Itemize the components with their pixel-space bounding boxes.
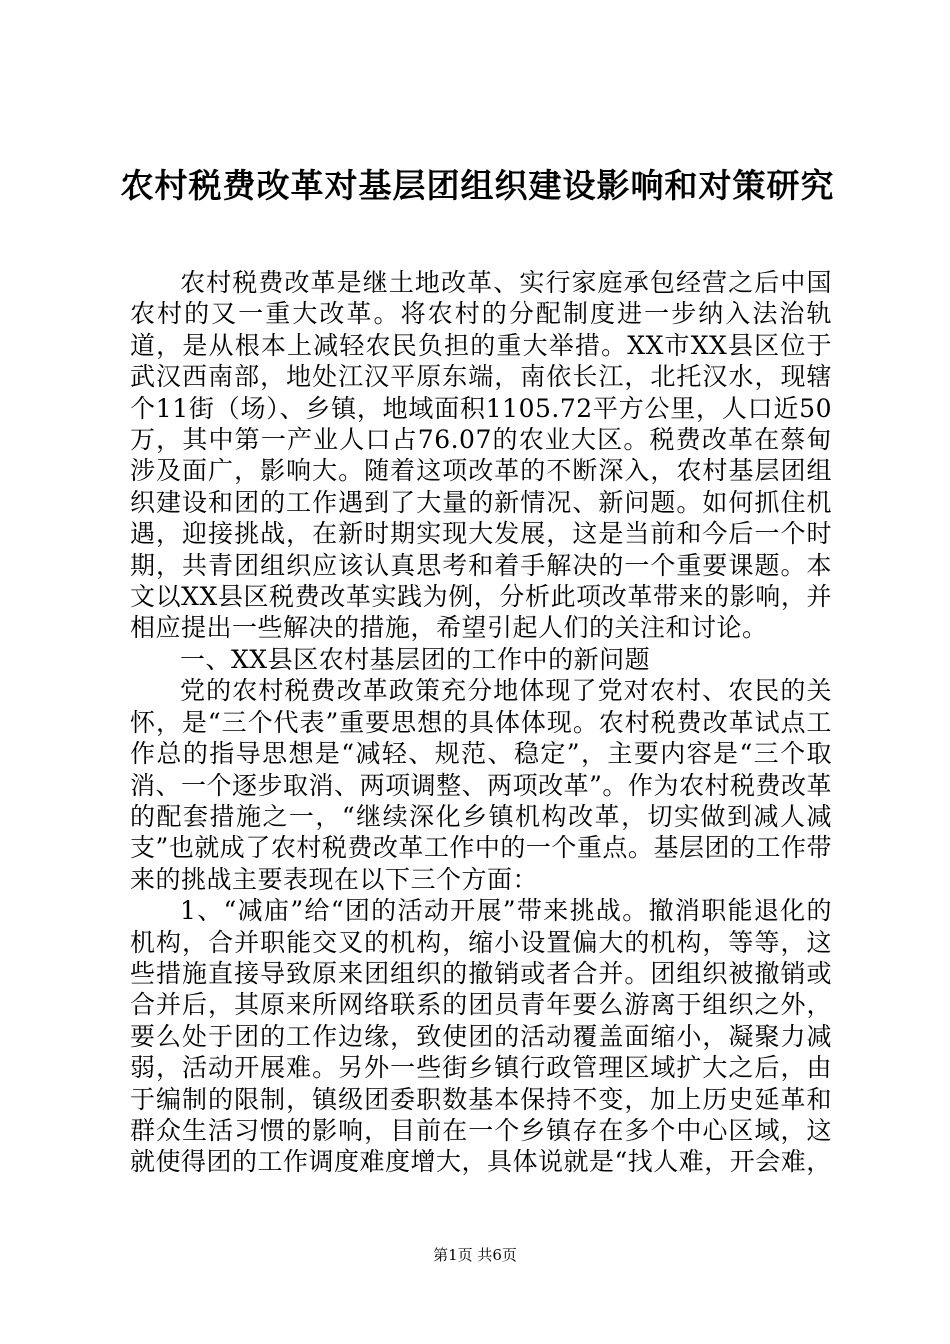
- section-heading-1: 一、XX县区农村基层团的工作中的新问题: [180, 644, 651, 674]
- document-title: 农村税费改革对基层团组织建设影响和对策研究: [120, 166, 835, 205]
- paragraph-policy: 党的农村税费改革政策充分地体现了党对农村、农民的关怀，是“三个代表”重要思想的具体体现。农村税费改革试点工作总的指导思想是“减轻、规范、稳定”，主要内容是“三个取消、一个逐步取消、两项调整、两项改革”。作为农村税费改革的配套措施之一，“继续深化乡镇机构改革，切实做到减人减支”也就成了农村税费改革工作中的一个重点。基层团的工作带来的挑战主要表现在以下三个方面：: [130, 676, 832, 894]
- paragraph-intro: 农村税费改革是继土地改革、实行家庭承包经营之后中国农村的又一重大改革。将农村的分配制度进一步纳入法治轨道，是从根本上减轻农民负担的重大举措。XX市XX县区位于武汉西南部，地处江汉平原东端，南依长江，北托汉水，现辖个11街（场）、乡镇，地域面积1105.72平方公里，人口近50万，其中第一产业人口占76.07的农业大区。税费改革在蔡甸涉及面广，影响大。随着这项改革的不断深入，农村基层团组织建设和团的工作遇到了大量的新情况、新问题。如何抓住机遇，迎接挑战，在新时期实现大发展，这是当前和今后一个时期，共青团组织应该认真思考和着手解决的一个重要课题。本文以XX县区税费改革实践为例，分析此项改革带来的影响，并相应提出一些解决的措施，希望引起人们的关注和讨论。: [130, 268, 832, 643]
- paragraph-item-1: 1、“减庙”给“团的活动开展”带来挑战。撤消职能退化的机构，合并职能交叉的机构，缩小设置偏大的机构，等等，这些措施直接导致原来团组织的撤销或者合并。团组织被撤销或合并后，其原来所网络联系的团员青年要么游离于组织之外，要么处于团的工作边缘，致使团的活动覆盖面缩小，凝聚力减弱，活动开展难。另外一些街乡镇行政管理区域扩大之后，由于编制的限制，镇级团委职数基本保持不变，加上历史延革和群众生活习惯的影响，目前在一个乡镇存在多个中心区域，这就使得团的工作调度难度增大，具体说就是“找人难，开会难，: [130, 896, 832, 1177]
- document-body: [130, 267, 832, 1178]
- page-footer: 第1页 共6页: [433, 1246, 517, 1264]
